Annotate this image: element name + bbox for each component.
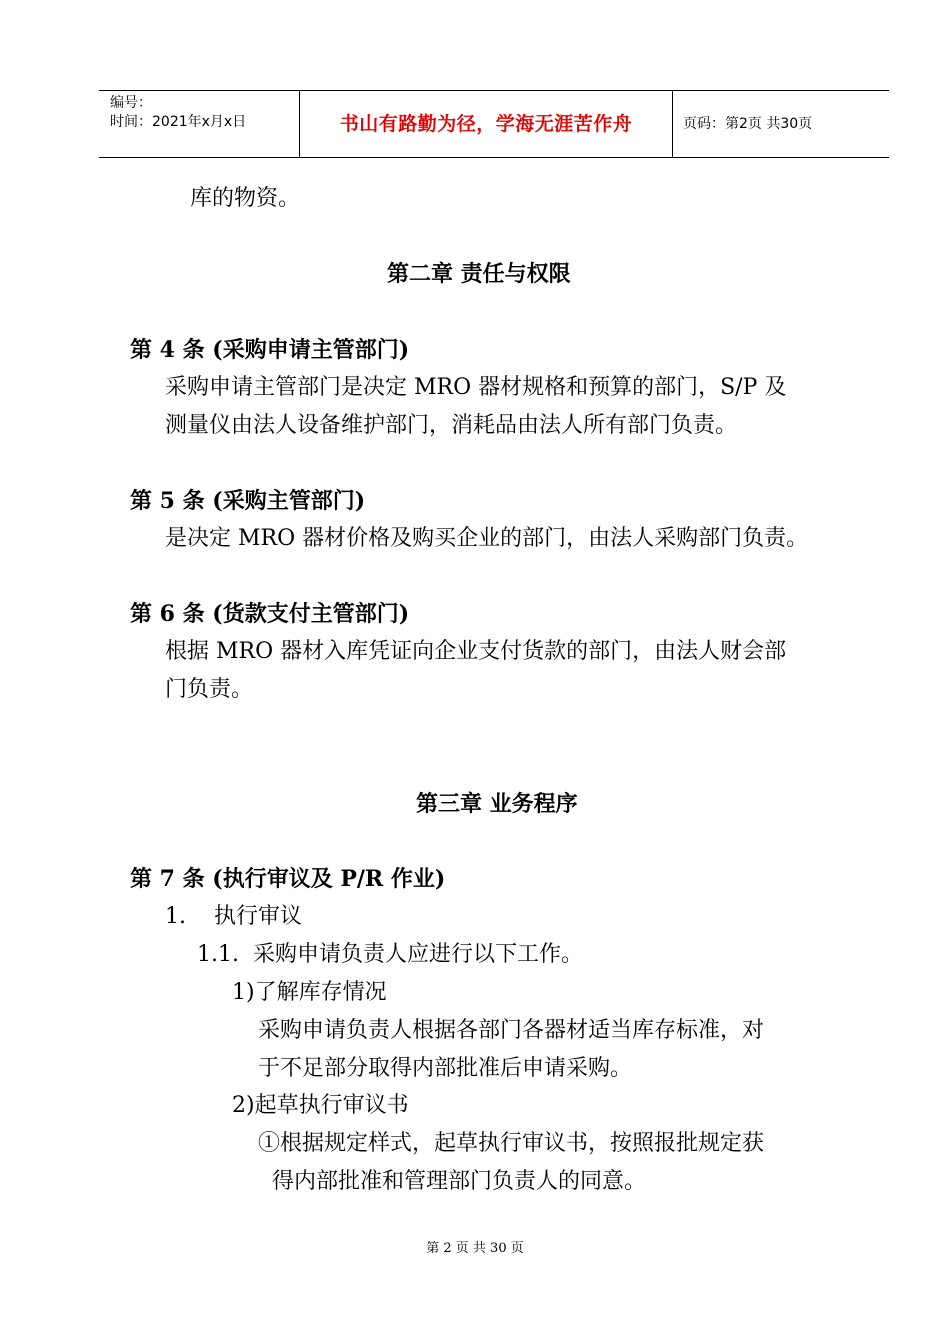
list-item-text: 得内部批准和管理部门负责人的同意。 [258, 1169, 646, 1194]
page-footer: 第 2 页 共 30 页 [426, 1241, 524, 1256]
article-7-title: 第 7 条 (执行审议及 P/R 作业) [130, 866, 446, 892]
list-item-text: 于不足部分取得内部批准后申请采购。 [258, 1056, 633, 1081]
chapter-3-title: 第三章 业务程序 [416, 791, 578, 817]
body-line: 库的物资。 [190, 186, 301, 211]
article-4-text: 采购申请主管部门是决定 MRO 器材规格和预算的部门，S/P 及 [165, 375, 787, 400]
article-5-text: 是决定 MRO 器材价格及购买企业的部门，由法人采购部门负责。 [165, 526, 809, 551]
header-meta [99, 91, 300, 157]
list-item: 1)了解库存情况 [232, 980, 387, 1005]
article-6-text: 根据 MRO 器材入库凭证向企业支付货款的部门，由法人财会部 [165, 639, 787, 664]
document-time-label: 时间：2021年x月x日 [110, 114, 247, 130]
chapter-2-title: 第二章 责任与权限 [387, 261, 571, 287]
document-number-label: 编号： [110, 95, 152, 111]
list-item: 1. 执行审议 [165, 904, 302, 929]
article-6-text: 门负责。 [165, 677, 254, 702]
article-6-title: 第 6 条 (货款支付主管部门) [130, 601, 410, 627]
list-item-text: ①根据规定样式，起草执行审议书，按照报批规定获 [258, 1131, 765, 1156]
article-4-title: 第 4 条 (采购申请主管部门) [130, 337, 410, 363]
list-item: 2)起草执行审议书 [232, 1093, 409, 1118]
list-item: 1.1. 采购申请负责人应进行以下工作。 [197, 942, 583, 967]
header-page-info: 页码：第2页 共30页 [683, 116, 813, 132]
list-item-text: 采购申请负责人根据各部门各器材适当库存标准，对 [258, 1018, 765, 1043]
article-4-text: 测量仪由法人设备维护部门，消耗品由法人所有部门负责。 [165, 413, 738, 438]
article-5-title: 第 5 条 (采购主管部门) [130, 488, 366, 514]
page-header [99, 90, 889, 158]
header-motto: 书山有路勤为径，学海无涯苦作舟 [300, 91, 673, 157]
